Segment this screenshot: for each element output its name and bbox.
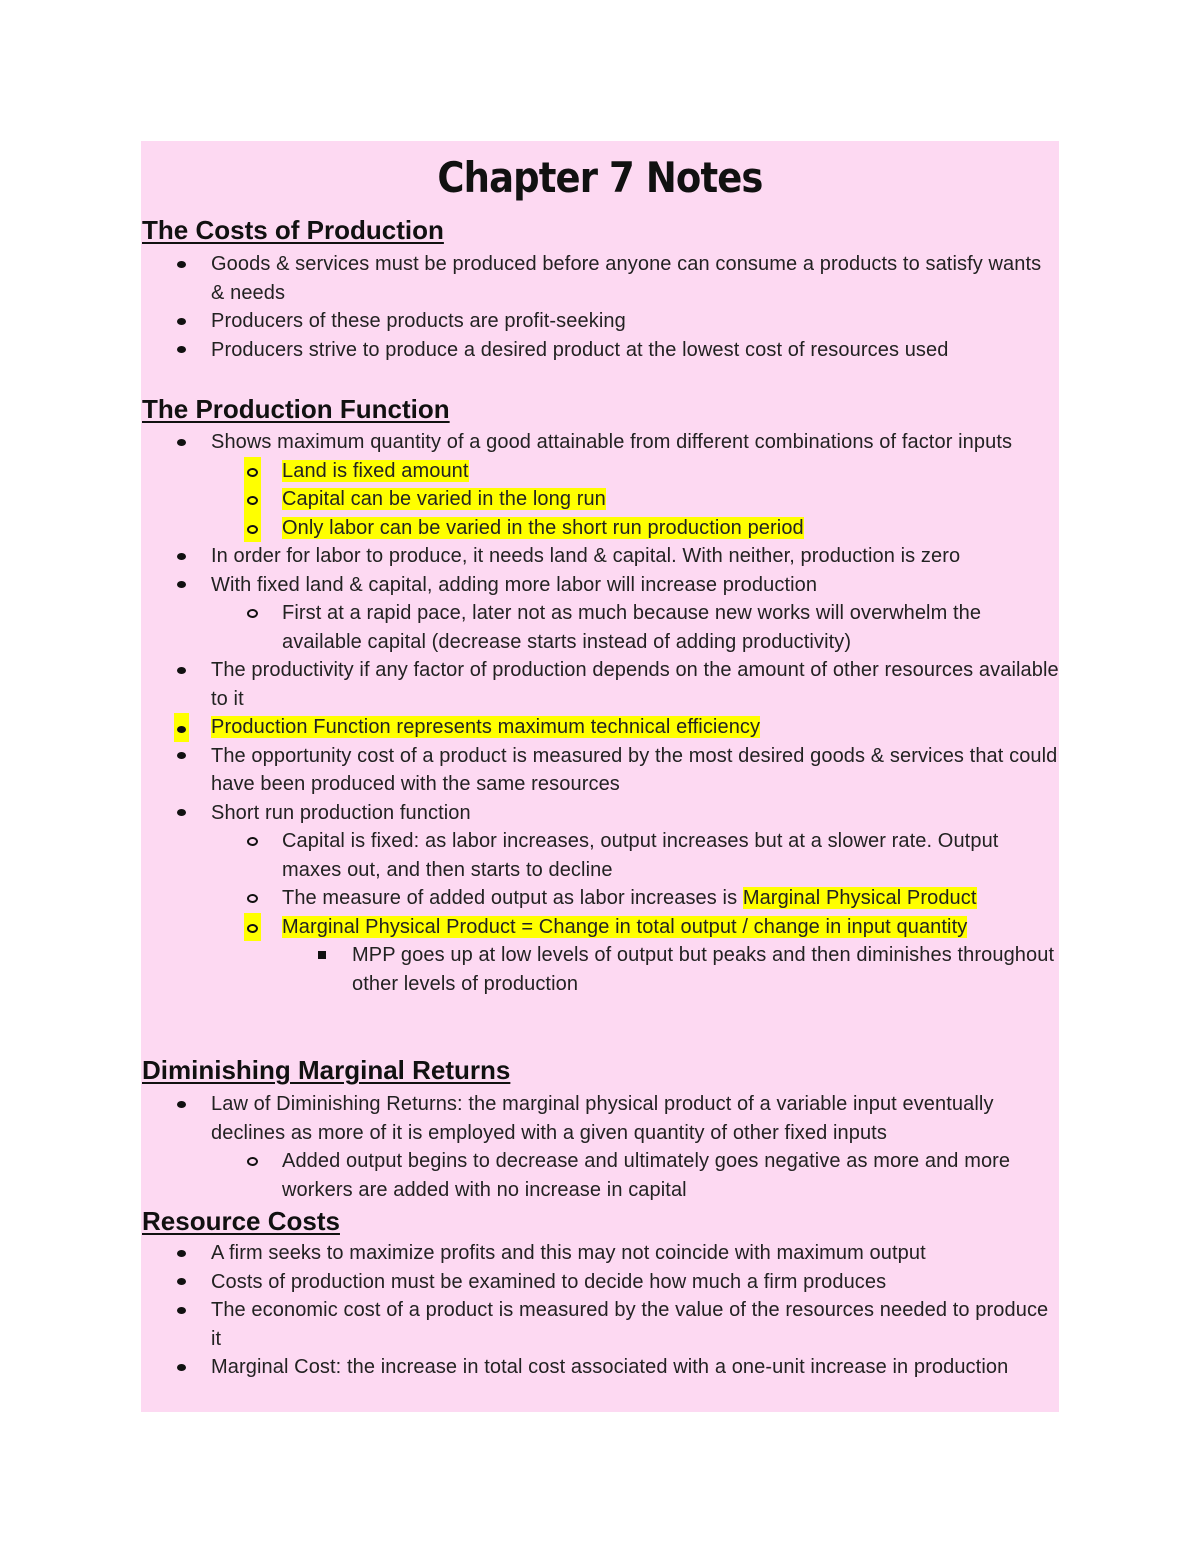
list-item: Goods & services must be produced before anyone can consume a products to satisfy wants & needs xyxy=(141,250,1059,307)
hollow-bullet-icon xyxy=(247,457,261,486)
bullet-icon xyxy=(177,1090,186,1119)
list-item: Capital is fixed: as labor increases, output increases but at a slower rate. Output maxes out, and then starts to decline xyxy=(141,827,1059,884)
list-item: Added output begins to decrease and ultimately goes negative as more and more workers are added with no increase in capital xyxy=(141,1147,1059,1204)
notes-page xyxy=(141,141,1059,1412)
bullet-icon xyxy=(177,1268,186,1297)
list-item-highlighted: Production Function represents maximum technical efficiency xyxy=(141,713,1059,742)
bullet-icon xyxy=(177,571,186,600)
list-item: With fixed land & capital, adding more labor will increase production xyxy=(141,571,1059,600)
list-item: First at a rapid pace, later not as much because new works will overwhelm the available capital (decrease starts instead of adding productivity) xyxy=(141,599,1059,656)
section-heading-resource-costs: Resource Costs xyxy=(142,1206,340,1236)
list-item: The measure of added output as labor increases is Marginal Physical Product xyxy=(141,884,1059,913)
bullet-icon xyxy=(177,542,186,571)
list-item: The economic cost of a product is measured by the value of the resources needed to produce it xyxy=(141,1296,1059,1353)
hollow-bullet-icon xyxy=(247,514,261,543)
production-function-list xyxy=(141,428,1059,998)
bullet-icon xyxy=(177,428,186,457)
hollow-bullet-icon xyxy=(247,827,258,856)
list-item: Producers of these products are profit-seeking xyxy=(141,307,1059,336)
bullet-icon xyxy=(177,1296,186,1325)
list-item: MPP goes up at low levels of output but peaks and then diminishes throughout other levels of production xyxy=(141,941,1059,998)
bullet-icon xyxy=(177,336,186,365)
section-heading-costs-of-production: The Costs of Production xyxy=(142,215,444,245)
page-title: Chapter 7 Notes xyxy=(437,153,763,202)
list-item: Producers strive to produce a desired product at the lowest cost of resources used xyxy=(141,336,1059,365)
list-item: Shows maximum quantity of a good attainable from different combinations of factor inputs xyxy=(141,428,1059,457)
diminishing-returns-list xyxy=(141,1090,1059,1204)
hollow-bullet-icon xyxy=(247,485,261,514)
bullet-icon xyxy=(177,742,186,771)
list-item-highlighted: Capital can be varied in the long run xyxy=(141,485,1059,514)
hollow-bullet-icon xyxy=(247,599,258,628)
bullet-icon xyxy=(177,307,186,336)
list-item: Marginal Cost: the increase in total cost associated with a one-unit increase in production xyxy=(141,1353,1059,1382)
bullet-icon xyxy=(177,799,186,828)
list-item-highlighted: Only labor can be varied in the short run production period xyxy=(141,514,1059,543)
resource-costs-list xyxy=(141,1239,1059,1382)
list-item-highlighted: Land is fixed amount xyxy=(141,457,1059,486)
bullet-icon xyxy=(177,250,186,279)
section-heading-production-function: The Production Function xyxy=(142,394,450,424)
costs-of-production-list xyxy=(141,250,1059,364)
list-item: The opportunity cost of a product is measured by the most desired goods & services that could have been produced with the same resources xyxy=(141,742,1059,799)
section-heading-diminishing-returns: Diminishing Marginal Returns xyxy=(142,1055,511,1085)
highlighted-term: Marginal Physical Product xyxy=(742,887,977,909)
list-item: The productivity if any factor of production depends on the amount of other resources available to it xyxy=(141,656,1059,713)
list-item-highlighted: Marginal Physical Product = Change in total output / change in input quantity xyxy=(141,913,1059,942)
list-item: Law of Diminishing Returns: the marginal physical product of a variable input eventually declines as more of it is employed with a given quantity of other fixed inputs xyxy=(141,1090,1059,1147)
hollow-bullet-icon xyxy=(247,1147,258,1176)
hollow-bullet-icon xyxy=(247,913,261,942)
square-bullet-icon xyxy=(318,941,326,970)
list-item: A firm seeks to maximize profits and this may not coincide with maximum output xyxy=(141,1239,1059,1268)
list-item: In order for labor to produce, it needs land & capital. With neither, production is zero xyxy=(141,542,1059,571)
bullet-icon xyxy=(177,1353,186,1382)
list-item: Short run production function xyxy=(141,799,1059,828)
bullet-icon xyxy=(177,656,186,685)
bullet-icon xyxy=(177,1239,186,1268)
bullet-icon xyxy=(177,713,189,742)
hollow-bullet-icon xyxy=(247,884,258,913)
list-item: Costs of production must be examined to decide how much a firm produces xyxy=(141,1268,1059,1297)
